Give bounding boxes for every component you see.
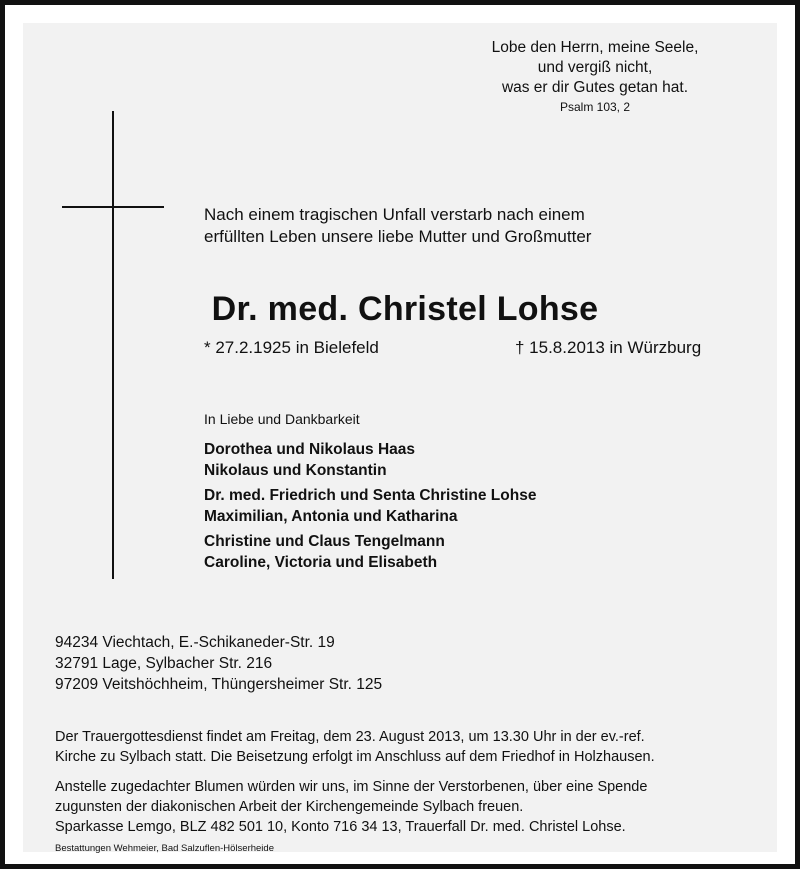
family-line: Dorothea und Nikolaus Haas (204, 441, 416, 458)
birth-date: * 27.2.1925 in Bielefeld (204, 338, 379, 357)
donation-line: Sparkasse Lemgo, BLZ 482 501 10, Konto 716 34 13, Trauerfall Dr. med. Christel Lohse. (55, 819, 626, 835)
psalm-quote (475, 38, 715, 116)
family-line: Christine und Claus Tengelmann (204, 533, 445, 550)
psalm-line: Lobe den Herrn, meine Seele, (491, 39, 699, 56)
intro-line: erfüllten Leben unsere liebe Mutter und Großmutter (204, 227, 592, 246)
cross-icon-horizontal (62, 206, 164, 208)
family-line: Caroline, Victoria und Elisabeth (204, 554, 438, 571)
intro-text (204, 204, 591, 248)
family-group (204, 485, 536, 527)
family-group (204, 531, 445, 573)
funeral-home-credit: Bestattungen Wehmeier, Bad Salzuflen-Hölserheide (55, 843, 274, 854)
donation-notice (55, 777, 647, 837)
intro-line: Nach einem tragischen Unfall verstarb nach einem (204, 205, 585, 224)
deceased-name: Dr. med. Christel Lohse (211, 290, 599, 328)
death-date: † 15.8.2013 in Würzburg (515, 338, 702, 357)
love-line: In Liebe und Dankbarkeit (204, 411, 360, 427)
donation-line: Anstelle zugedachter Blumen würden wir uns, im Sinne der Verstorbenen, über eine Spende (55, 779, 648, 795)
service-line: Kirche zu Sylbach statt. Die Beisetzung erfolgt im Anschluss auf dem Friedhof in Holzhausen. (55, 749, 655, 765)
family-line: Nikolaus und Konstantin (204, 462, 387, 479)
donation-line: zugunsten der diakonischen Arbeit der Kirchengemeinde Sylbach freuen. (55, 799, 524, 815)
family-group (204, 439, 415, 481)
psalm-line: und vergiß nicht, (537, 59, 653, 76)
address-line: 32791 Lage, Sylbacher Str. 216 (55, 655, 273, 672)
service-line: Der Trauergottesdienst findet am Freitag, dem 23. August 2013, um 13.30 Uhr in der ev.-ref. (55, 729, 645, 745)
family-line: Dr. med. Friedrich und Senta Christine Lohse (204, 487, 537, 504)
address-line: 94234 Viechtach, E.-Schikaneder-Str. 19 (55, 634, 335, 651)
psalm-reference: Psalm 103, 2 (559, 100, 631, 114)
service-notice (55, 727, 655, 767)
address-list (55, 632, 382, 695)
family-line: Maximilian, Antonia und Katharina (204, 508, 458, 525)
cross-icon-vertical (112, 111, 114, 579)
psalm-line: was er dir Gutes getan hat. (501, 79, 689, 96)
address-line: 97209 Veitshöchheim, Thüngersheimer Str. 125 (55, 676, 383, 693)
